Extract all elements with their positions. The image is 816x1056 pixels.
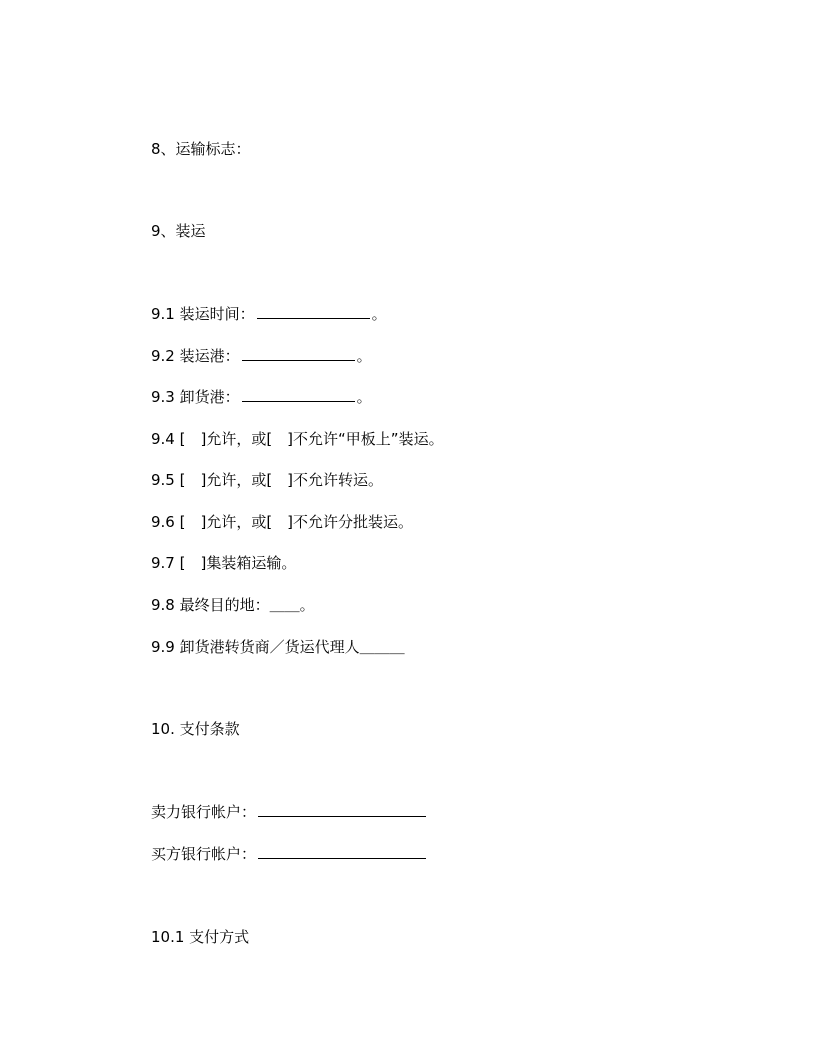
clause-9-9	[151, 636, 405, 658]
clause-9-2	[151, 345, 372, 367]
section-9-text: 9、装运	[151, 222, 206, 240]
clause-9-3-label: 9.3 卸货港：	[151, 388, 240, 406]
clause-9-4	[151, 428, 444, 450]
section-8-text: 8、运输标志：	[151, 140, 251, 158]
section-9-heading	[151, 220, 206, 242]
clause-9-5-text: 9.5 [ ]允许，或[ ]不允许转运。	[151, 471, 384, 489]
seller-bank-blank[interactable]	[258, 801, 426, 817]
clause-9-9-text: 9.9 卸货港转货商／货运代理人＿＿＿	[151, 638, 405, 656]
seller-bank-account	[151, 801, 428, 823]
clause-9-6-text: 9.6 [ ]允许，或[ ]不允许分批装运。	[151, 513, 414, 531]
buyer-bank-blank[interactable]	[258, 843, 426, 859]
clause-9-3	[151, 386, 372, 408]
clause-10-1	[151, 926, 249, 948]
section-10-text: 10. 支付条款	[151, 720, 240, 738]
buyer-bank-account	[151, 843, 428, 865]
clause-9-1-label: 9.1 装运时间：	[151, 305, 255, 323]
clause-9-2-label: 9.2 装运港：	[151, 347, 240, 365]
loading-port-blank[interactable]	[242, 345, 355, 361]
clause-9-8	[151, 594, 315, 616]
clause-9-4-text: 9.4 [ ]允许，或[ ]不允许“甲板上”装运。	[151, 430, 444, 448]
clause-10-1-text: 10.1 支付方式	[151, 928, 250, 946]
clause-9-6	[151, 511, 413, 533]
clause-9-7	[151, 552, 296, 574]
clause-9-1-suffix: 。	[371, 305, 387, 323]
shipment-time-blank[interactable]	[257, 303, 370, 319]
clause-9-2-suffix: 。	[356, 347, 372, 365]
discharge-port-blank[interactable]	[242, 386, 355, 402]
clause-9-3-suffix: 。	[356, 388, 372, 406]
section-10-heading	[151, 718, 240, 740]
clause-9-7-text: 9.7 [ ]集装箱运输。	[151, 554, 297, 572]
section-8-heading	[151, 138, 251, 160]
clause-9-8-text: 9.8 最终目的地：＿＿。	[151, 596, 315, 614]
buyer-bank-label: 买方银行帐户：	[151, 845, 257, 863]
seller-bank-label: 卖力银行帐户：	[151, 803, 257, 821]
clause-9-1	[151, 303, 387, 325]
clause-9-5	[151, 469, 383, 491]
